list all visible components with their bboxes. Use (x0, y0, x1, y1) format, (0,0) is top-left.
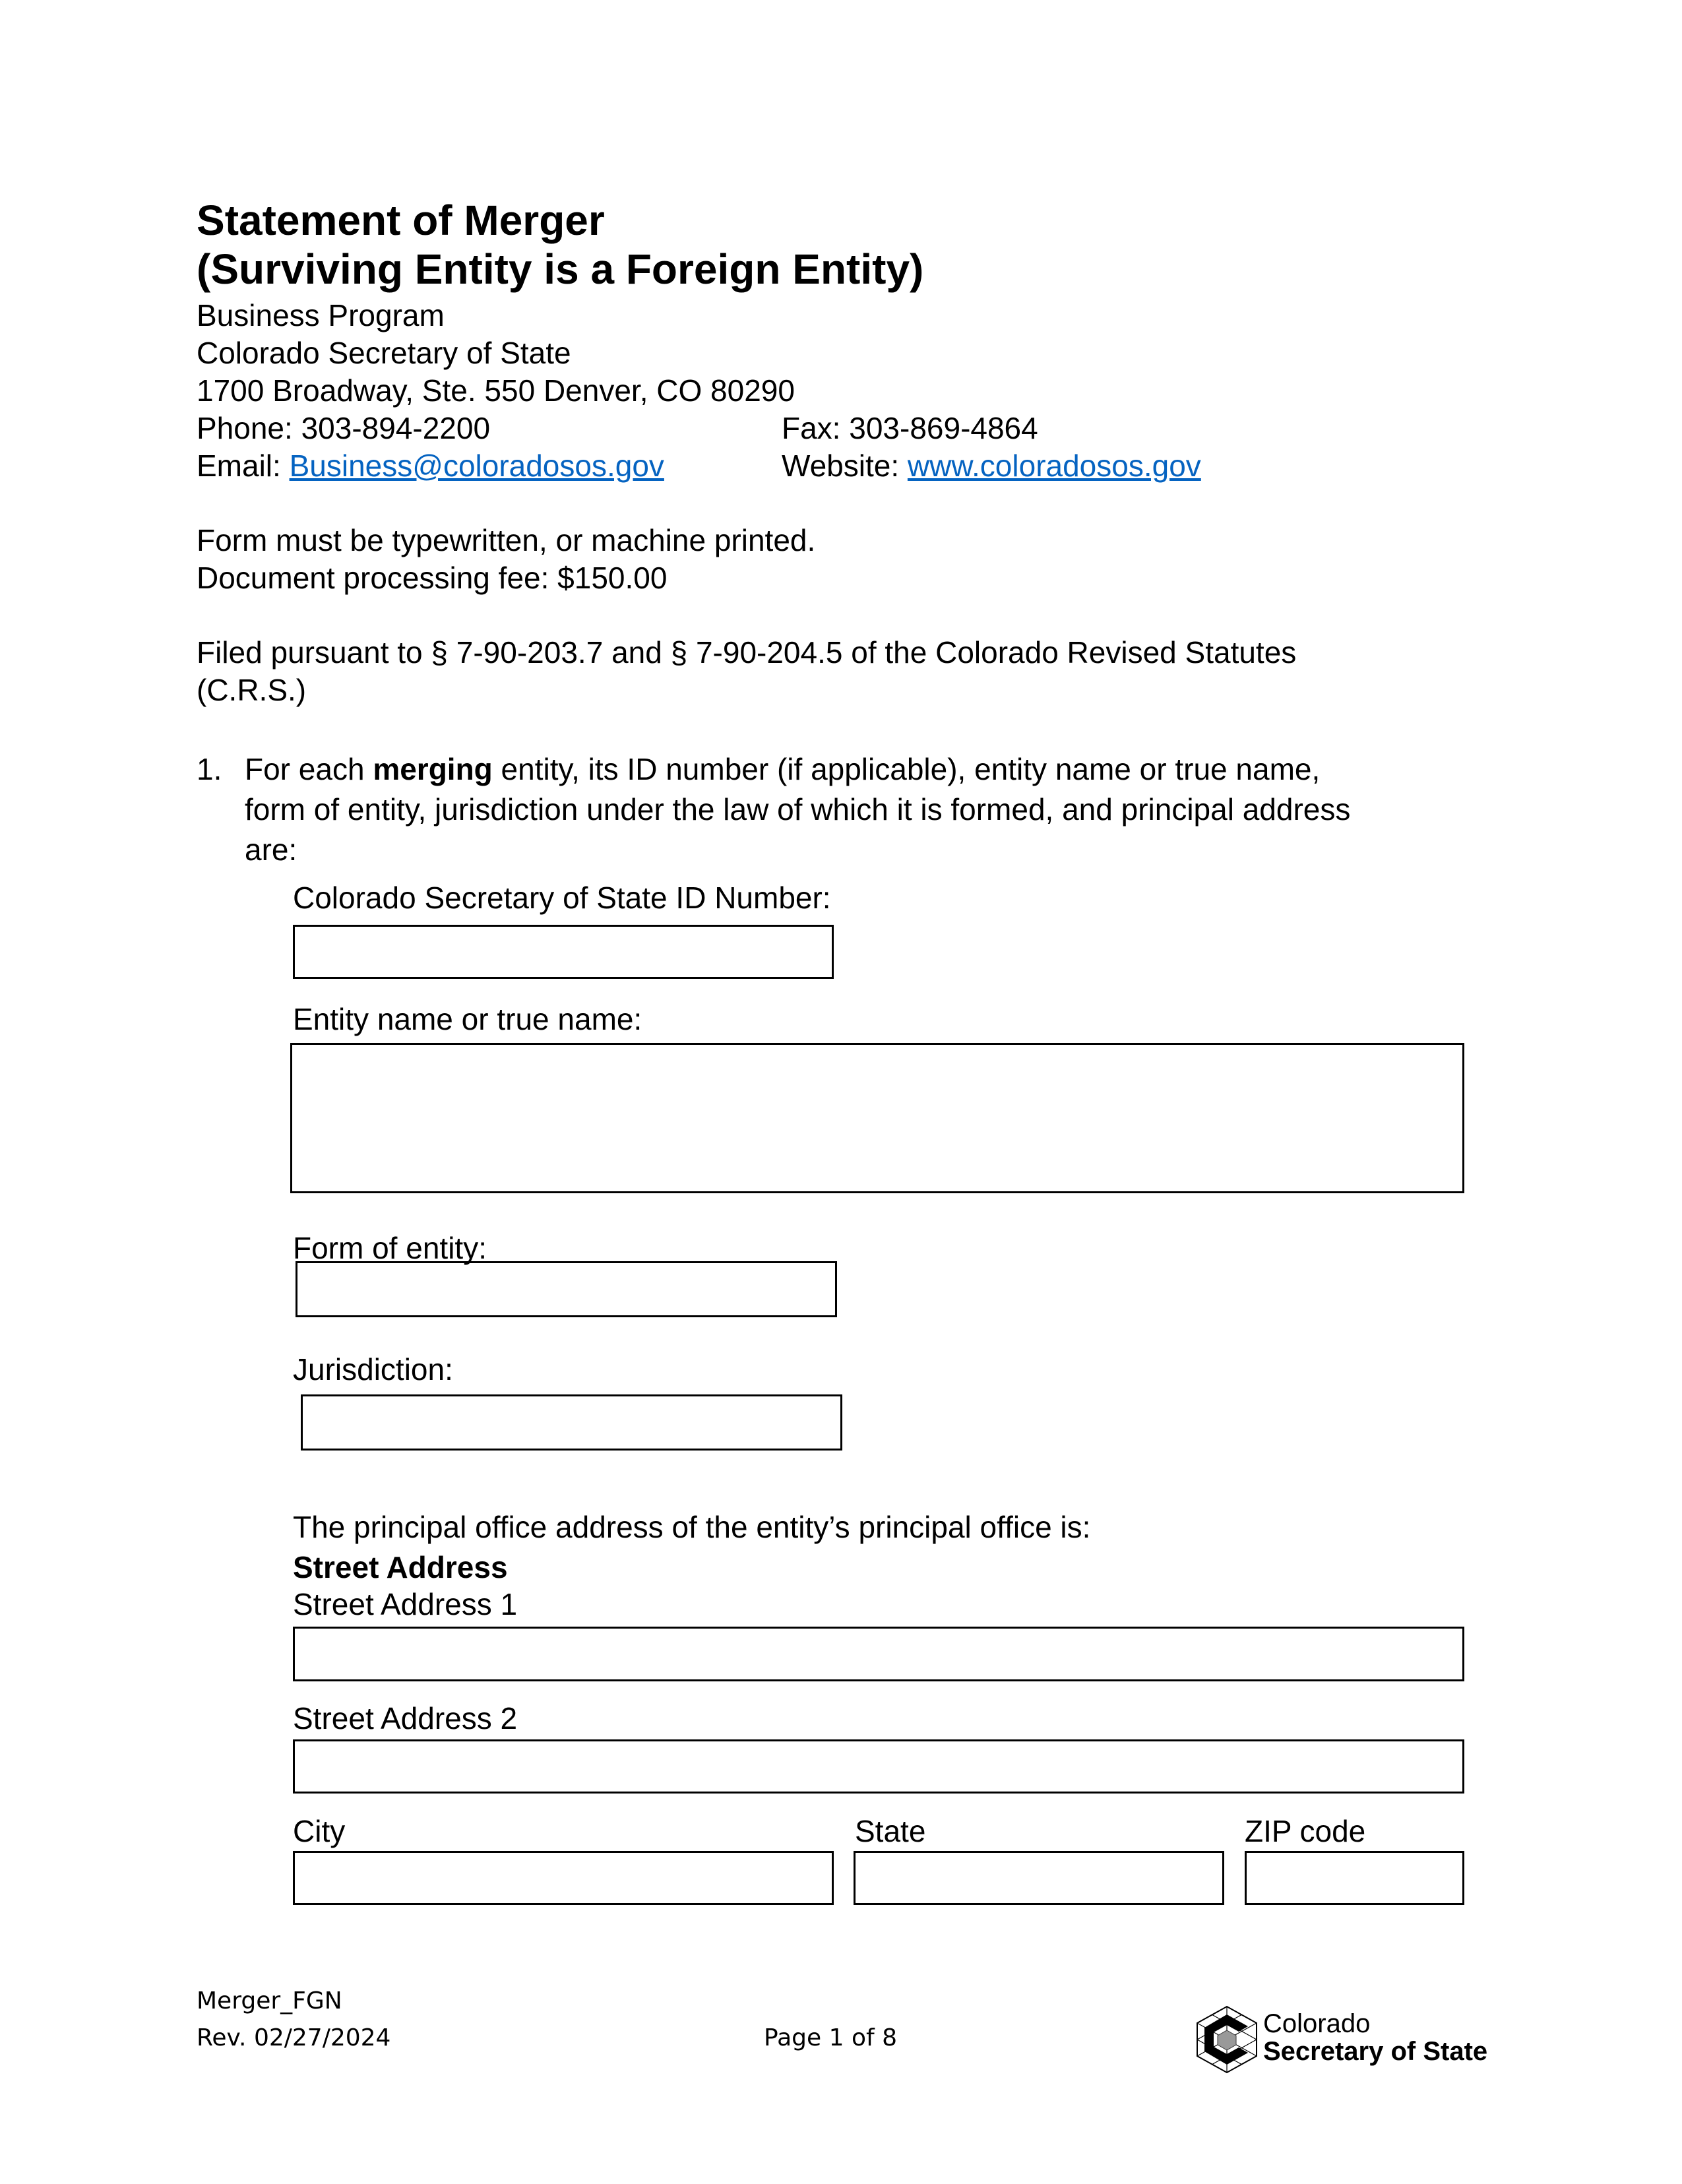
section-number: 1. (197, 752, 222, 786)
form-code: Merger_FGN (197, 1987, 342, 2014)
entity-name-label: Entity name or true name: (293, 1002, 642, 1036)
zip-label: ZIP code (1245, 1814, 1366, 1848)
website-line (782, 447, 1201, 485)
statute-note-cont: (C.R.S.) (197, 673, 307, 707)
street-address-2-field[interactable] (293, 1739, 1464, 1794)
section-text-line1 (245, 751, 1320, 788)
logo-sos-text: Secretary of State (1263, 2037, 1488, 2066)
form-of-entity-field[interactable] (296, 1261, 837, 1317)
fax-number: 303-869-4864 (849, 411, 1038, 445)
jurisdiction-field[interactable] (301, 1394, 842, 1451)
email-line (197, 447, 664, 485)
phone-label: Phone: (197, 411, 301, 445)
page-title: Statement of Merger (197, 197, 605, 244)
zip-field[interactable] (1245, 1851, 1464, 1905)
entity-name-field[interactable] (290, 1043, 1464, 1193)
revision-date: Rev. 02/27/2024 (197, 2024, 391, 2051)
text: entity, its ID number (if applicable), entity name or true name, (492, 752, 1321, 786)
fax-label: Fax: (782, 411, 850, 445)
office-address: 1700 Broadway, Ste. 550 Denver, CO 80290 (197, 373, 795, 408)
program-name: Business Program (197, 298, 445, 332)
street-address-heading: Street Address (293, 1550, 508, 1584)
typewritten-note: Form must be typewritten, or machine printed. (197, 523, 816, 557)
form-of-entity-label: Form of entity: (293, 1231, 487, 1265)
city-field[interactable] (293, 1851, 834, 1905)
street-address-2-label: Street Address 2 (293, 1701, 518, 1735)
street-address-1-label: Street Address 1 (293, 1587, 518, 1621)
emphasis: merging (373, 752, 493, 786)
website-link[interactable]: www.coloradosos.gov (907, 449, 1201, 483)
id-number-label: Colorado Secretary of State ID Number: (293, 881, 831, 915)
logo-colorado-text: Colorado (1263, 2009, 1371, 2038)
colorado-sos-logo (1194, 2005, 1504, 2078)
city-label: City (293, 1814, 346, 1848)
page-subtitle: (Surviving Entity is a Foreign Entity) (197, 245, 924, 293)
principal-office-text: The principal office address of the entity’s principal office is: (293, 1510, 1091, 1544)
street-address-1-field[interactable] (293, 1627, 1464, 1681)
website-label: Website: (782, 449, 908, 483)
text: For each (245, 752, 373, 786)
fax-line (782, 410, 1038, 447)
phone-line (197, 410, 490, 447)
state-label: State (855, 1814, 926, 1848)
jurisdiction-label: Jurisdiction: (293, 1352, 453, 1387)
email-link[interactable]: Business@coloradosos.gov (289, 449, 664, 483)
phone-number: 303-894-2200 (301, 411, 491, 445)
section-text-line3: are: (245, 832, 297, 867)
email-label: Email: (197, 449, 290, 483)
statute-note: Filed pursuant to § 7-90-203.7 and § 7-90-204.5 of the Colorado Revised Statutes (197, 635, 1297, 670)
fee-note: Document processing fee: $150.00 (197, 561, 668, 595)
hexagon-logo-icon (1194, 2005, 1260, 2074)
id-number-field[interactable] (293, 925, 834, 979)
office-name: Colorado Secretary of State (197, 336, 571, 370)
page-number: Page 1 of 8 (764, 2024, 897, 2051)
state-field[interactable] (854, 1851, 1224, 1905)
section-text-line2: form of entity, jurisdiction under the law of which it is formed, and principal address (245, 792, 1351, 827)
